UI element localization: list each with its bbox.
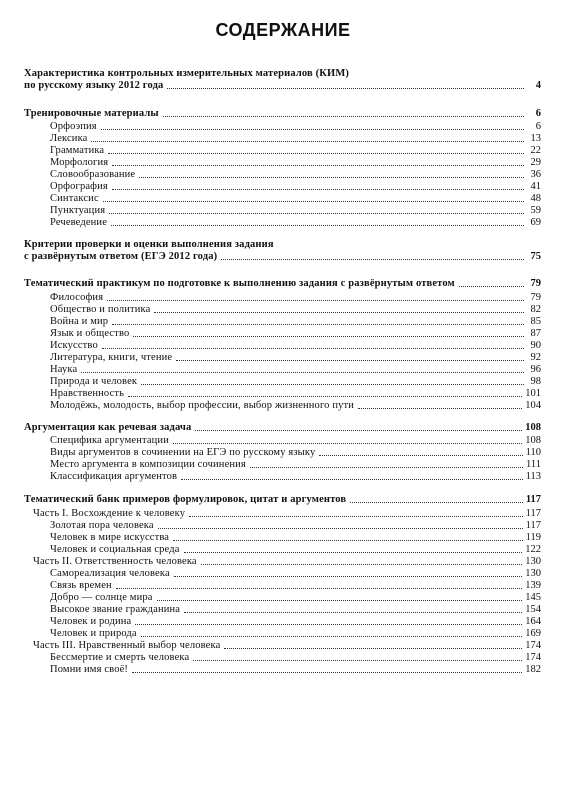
toc-entry-title: Человек и родина xyxy=(50,616,132,627)
toc-entry-page: 111 xyxy=(526,459,541,470)
toc-entry xyxy=(50,157,541,169)
toc-entry-title: Грамматика xyxy=(50,145,105,156)
toc-entry-title: Специфика аргументации xyxy=(50,435,169,446)
toc-entry-title: Критерии проверки и оценки выполнения задания xyxy=(24,239,274,250)
toc-entry xyxy=(50,193,541,205)
toc-entry-page: 108 xyxy=(525,435,541,446)
toc-entry-page: 22 xyxy=(530,145,541,156)
dot-leader xyxy=(163,116,524,117)
toc-entry-page: 79 xyxy=(530,278,541,289)
toc-entry-page: 98 xyxy=(530,376,541,387)
toc-entry-title: с развёрнутым ответом (ЕГЭ 2012 года) xyxy=(24,251,218,262)
toc-entry xyxy=(50,435,541,447)
dot-leader xyxy=(154,312,524,313)
toc-entry-title: Орфография xyxy=(50,181,108,192)
dot-leader xyxy=(201,564,523,565)
toc-entry xyxy=(24,80,541,92)
toc-entry-page: 48 xyxy=(530,193,541,204)
toc-entry-title: Тематический практикум по подготовке к выполнению задания с развёрнутым ответом xyxy=(24,278,455,289)
dot-leader xyxy=(157,600,523,601)
toc-entry xyxy=(50,340,541,352)
dot-leader xyxy=(173,540,523,541)
toc-entry xyxy=(50,471,541,483)
toc-entry xyxy=(50,328,541,340)
toc-entry-page: 82 xyxy=(530,304,541,315)
dot-leader xyxy=(173,443,522,444)
toc-entry-page: 4 xyxy=(535,80,541,91)
dot-leader xyxy=(108,153,524,154)
toc-entry xyxy=(50,616,541,628)
dot-leader xyxy=(101,129,524,130)
toc-entry-page: 87 xyxy=(530,328,541,339)
toc-entry-page: 96 xyxy=(530,364,541,375)
toc-entry-page: 85 xyxy=(530,316,541,327)
toc-entry-page: 36 xyxy=(530,169,541,180)
toc-entry-page: 90 xyxy=(530,340,541,351)
toc-entry-title: Морфология xyxy=(50,157,109,168)
toc-entry-title: Искусство xyxy=(50,340,98,351)
toc-entry-title: Философия xyxy=(50,292,104,303)
dot-leader xyxy=(195,430,522,431)
dot-leader xyxy=(167,88,524,89)
toc-entry-page: 154 xyxy=(525,604,541,615)
dot-leader xyxy=(141,636,523,637)
toc-entry xyxy=(50,580,541,592)
toc-entry xyxy=(50,352,541,364)
toc-entry xyxy=(50,447,541,459)
dot-leader xyxy=(107,300,524,301)
dot-leader xyxy=(112,189,524,190)
toc-entry xyxy=(24,422,541,434)
toc-entry xyxy=(50,592,541,604)
toc-entry xyxy=(50,652,541,664)
toc-entry-title: Молодёжь, молодость, выбор профессии, выбор жизненного пути xyxy=(50,400,355,411)
page-title: СОДЕРЖАНИЕ xyxy=(215,20,351,40)
toc-entry xyxy=(50,568,541,580)
toc-entry-title: Характеристика контрольных измерительных материалов (КИМ) xyxy=(24,68,350,79)
toc-entry xyxy=(50,520,541,532)
toc-entry-page: 182 xyxy=(525,664,541,675)
toc-entry xyxy=(50,316,541,328)
dot-leader xyxy=(133,336,524,337)
toc-entry xyxy=(50,664,541,676)
toc-entry-page: 79 xyxy=(530,292,541,303)
dot-leader xyxy=(128,396,522,397)
toc-entry xyxy=(24,494,541,506)
toc-entry xyxy=(24,68,541,80)
toc-entry xyxy=(50,459,541,471)
toc-entry xyxy=(50,133,541,145)
dot-leader xyxy=(189,516,523,517)
toc-entry-page: 117 xyxy=(525,494,541,505)
toc-entry-page: 117 xyxy=(525,520,541,531)
toc-entry-title: Самореализация человека xyxy=(50,568,170,579)
toc-entry xyxy=(50,292,541,304)
toc-entry-title: Часть II. Ответственность человека xyxy=(33,556,197,567)
toc-entry-page: 169 xyxy=(525,628,541,639)
toc-entry xyxy=(50,604,541,616)
toc-entry-page: 13 xyxy=(530,133,541,144)
dot-leader xyxy=(181,479,523,480)
toc-entry-title: Тематический банк примеров формулировок, цитат и аргументов xyxy=(24,494,347,505)
toc-entry-title: Лексика xyxy=(50,133,88,144)
dot-leader xyxy=(184,552,523,553)
toc-entry-page: 108 xyxy=(525,422,541,433)
toc-entry-page: 75 xyxy=(530,251,541,262)
toc-entry-page: 130 xyxy=(525,568,541,579)
toc-entry-title: Бессмертие и смерть человека xyxy=(50,652,190,663)
toc-entry xyxy=(50,181,541,193)
dot-leader xyxy=(112,324,524,325)
toc-entry-title: Классификация аргументов xyxy=(50,471,178,482)
toc-entry-page: 110 xyxy=(525,447,541,458)
toc-entry-page: 104 xyxy=(525,400,541,411)
dot-leader xyxy=(174,576,523,577)
toc-entry-title: Часть III. Нравственный выбор человека xyxy=(33,640,221,651)
toc-entry-page: 117 xyxy=(525,508,541,519)
dot-leader xyxy=(132,672,522,673)
toc-entry-page: 122 xyxy=(525,544,541,555)
toc-entry-title: Речеведение xyxy=(50,217,108,228)
dot-leader xyxy=(103,201,524,202)
dot-leader xyxy=(102,348,524,349)
toc-entry-page: 113 xyxy=(525,471,541,482)
toc-entry-title: Виды аргументов в сочинении на ЕГЭ по русскому языку xyxy=(50,447,316,458)
toc-entry-title: Словообразование xyxy=(50,169,136,180)
toc-entry xyxy=(24,278,541,290)
dot-leader xyxy=(184,612,522,613)
toc-entry-page: 59 xyxy=(530,205,541,216)
toc-entry xyxy=(50,532,541,544)
toc-entry-title: Золотая пора человека xyxy=(50,520,154,531)
toc-entry xyxy=(50,121,541,133)
toc-entry-title: Человек в мире искусства xyxy=(50,532,170,543)
dot-leader xyxy=(176,360,524,361)
dot-leader xyxy=(109,213,524,214)
toc-entry-title: Синтаксис xyxy=(50,193,99,204)
toc-entry-page: 145 xyxy=(525,592,541,603)
toc-entry-page: 92 xyxy=(530,352,541,363)
toc-entry-title: по русскому языку 2012 года xyxy=(24,80,164,91)
dot-leader xyxy=(193,660,522,661)
dot-leader xyxy=(224,648,522,649)
toc-entry xyxy=(24,251,541,263)
toc-entry-title: Природа и человек xyxy=(50,376,138,387)
dot-leader xyxy=(116,588,522,589)
toc-entry-title: Помни имя своё! xyxy=(50,664,129,675)
toc-entry-page: 6 xyxy=(535,121,541,132)
toc-entry-page: 130 xyxy=(525,556,541,567)
dot-leader xyxy=(81,372,524,373)
toc-entry-title: Добро — солнце мира xyxy=(50,592,153,603)
toc-entry-title: Человек и природа xyxy=(50,628,137,639)
toc-entry-title: Общество и политика xyxy=(50,304,151,315)
toc-entry xyxy=(50,400,541,412)
toc-entry xyxy=(33,640,541,652)
toc-entry xyxy=(50,544,541,556)
toc-entry-page: 69 xyxy=(530,217,541,228)
toc-entry-title: Война и мир xyxy=(50,316,109,327)
dot-leader xyxy=(221,259,524,260)
dot-leader xyxy=(91,141,524,142)
dot-leader xyxy=(158,528,523,529)
toc-entry-title: Тренировочные материалы xyxy=(24,108,159,119)
dot-leader xyxy=(319,455,522,456)
toc-entry-title: Часть I. Восхождение к человеку xyxy=(33,508,186,519)
toc-entry-page: 6 xyxy=(535,108,541,119)
dot-leader xyxy=(112,165,524,166)
toc-entry-title: Язык и общество xyxy=(50,328,130,339)
toc-entry-page: 174 xyxy=(525,652,541,663)
toc-entry xyxy=(33,508,541,520)
toc-entry-page: 29 xyxy=(530,157,541,168)
toc-entry-page: 174 xyxy=(525,640,541,651)
toc-entry-page: 101 xyxy=(525,388,541,399)
toc-entry-title: Высокое звание гражданина xyxy=(50,604,181,615)
toc-entry-page: 41 xyxy=(530,181,541,192)
toc-entry xyxy=(24,239,541,251)
dot-leader xyxy=(139,177,524,178)
toc-entry-title: Аргументация как речевая задача xyxy=(24,422,192,433)
toc-entry-title: Связь времен xyxy=(50,580,112,591)
toc-entry xyxy=(24,108,541,120)
toc-entry-title: Пунктуация xyxy=(50,205,106,216)
toc-entry xyxy=(50,304,541,316)
toc-entry-page: 164 xyxy=(525,616,541,627)
dot-leader xyxy=(358,408,522,409)
toc-entry xyxy=(50,145,541,157)
toc-entry-title: Место аргумента в композиции сочинения xyxy=(50,459,246,470)
dot-leader xyxy=(141,384,524,385)
toc-entry xyxy=(50,388,541,400)
toc-entry xyxy=(50,364,541,376)
dot-leader xyxy=(111,225,524,226)
toc-entry-page: 139 xyxy=(525,580,541,591)
dot-leader xyxy=(250,467,523,468)
toc-entry-title: Нравственность xyxy=(50,388,125,399)
toc-entry xyxy=(50,628,541,640)
toc-entry xyxy=(50,217,541,229)
toc-entry-page: 119 xyxy=(525,532,541,543)
dot-leader xyxy=(350,502,523,503)
toc-entry-title: Человек и социальная среда xyxy=(50,544,180,555)
toc-entry xyxy=(50,376,541,388)
toc-entry-title: Наука xyxy=(50,364,78,375)
dot-leader xyxy=(459,286,524,287)
toc-entry xyxy=(50,169,541,181)
toc-entry xyxy=(50,205,541,217)
dot-leader xyxy=(135,624,522,625)
toc-entry-title: Орфоэпия xyxy=(50,121,97,132)
toc-entry xyxy=(33,556,541,568)
toc-entry-title: Литература, книги, чтение xyxy=(50,352,173,363)
